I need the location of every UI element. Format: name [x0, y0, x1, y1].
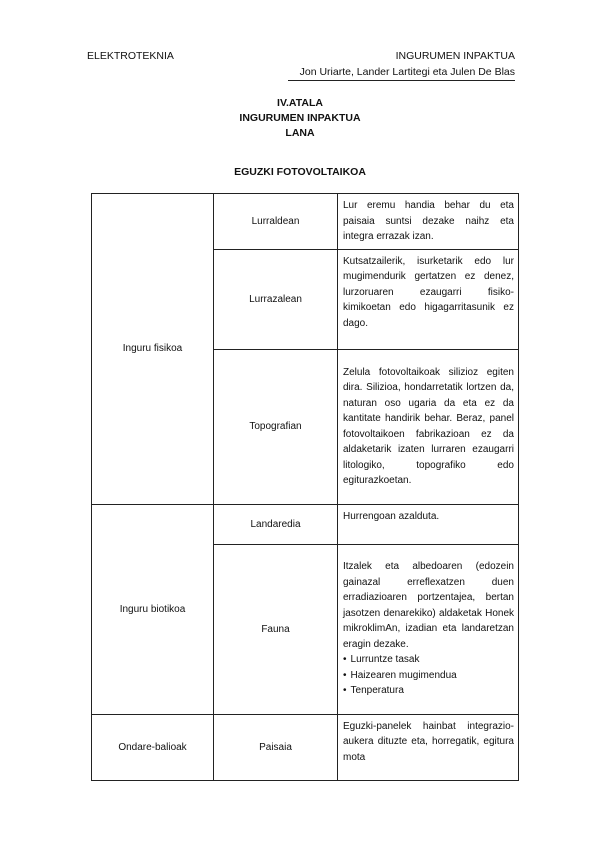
description-cell: Kutsatzailerik, isurketarik edo lur mugimendurik gertatzen ez denez, lurzoruaren ezaugarri fisiko-kimikoetan edo higagarritasunik ez dago. [338, 249, 519, 349]
factor-cell: Lurraldean [214, 194, 338, 250]
header-subject: ELEKTROTEKNIA [87, 50, 174, 62]
section-title-sub: LANA [285, 127, 315, 139]
description-cell [338, 544, 519, 714]
description-cell: Eguzki-panelek hainbat integrazio-aukera dituzte eta, horregatik, egitura mota [338, 714, 519, 780]
list-item: • Tenperatura [343, 683, 514, 699]
description-cell: Lur eremu handia behar du eta paisaia suntsi dezake naihz eta integra errazak izan. [338, 194, 519, 250]
group-cell: Inguru fisikoa [92, 194, 214, 505]
table-row [92, 194, 519, 250]
group-cell: Ondare-balioak [92, 714, 214, 780]
factor-cell: Topografian [214, 349, 338, 504]
section-title-part: IV.ATALA [277, 97, 323, 109]
header-rule [288, 80, 515, 81]
list-item: • Lurruntze tasak [343, 652, 514, 668]
factor-cell: Lurrazalean [214, 249, 338, 349]
factor-cell: Landaredia [214, 504, 338, 544]
header-authors: Jon Uriarte, Lander Lartitegi eta Julen De Blas [299, 66, 515, 78]
section-titles [0, 96, 600, 141]
table-subtitle: EGUZKI FOTOVOLTAIKOA [234, 166, 366, 178]
factor-cell: Fauna [214, 544, 338, 714]
fauna-bullets [343, 652, 514, 699]
description-cell: Hurrengoan azalduta. [338, 504, 519, 544]
group-cell: Inguru biotikoa [92, 504, 214, 714]
factor-cell: Paisaia [214, 714, 338, 780]
fauna-text: Itzalek eta albedoaren (edozein gainazal erreflexatzen duen erradiazioaren portzentajea, bertan jasotzen denarekiko) aldaketak Honek mikroklimAn, izadian eta landaretzan eragin dezake. [343, 561, 514, 650]
header-topic: INGURUMEN INPAKTUA [395, 50, 515, 62]
table-row [92, 504, 519, 544]
description-cell: Zelula fotovoltaikoak silizioz egiten dira. Silizioa, hondarretatik lortzen da, naturan oso ugaria da eta ez da kantitate handirik behar. Beraz, panel fotovoltaikoen fabrikazioan ez da aldaketarik izaten lurraren ezaugarri litologiko, topografiko edo egiturazkoetan. [338, 349, 519, 504]
section-title-main: INGURUMEN INPAKTUA [239, 112, 361, 124]
impact-table [91, 193, 519, 781]
table-row [92, 714, 519, 780]
list-item: • Haizearen mugimendua [343, 668, 514, 684]
